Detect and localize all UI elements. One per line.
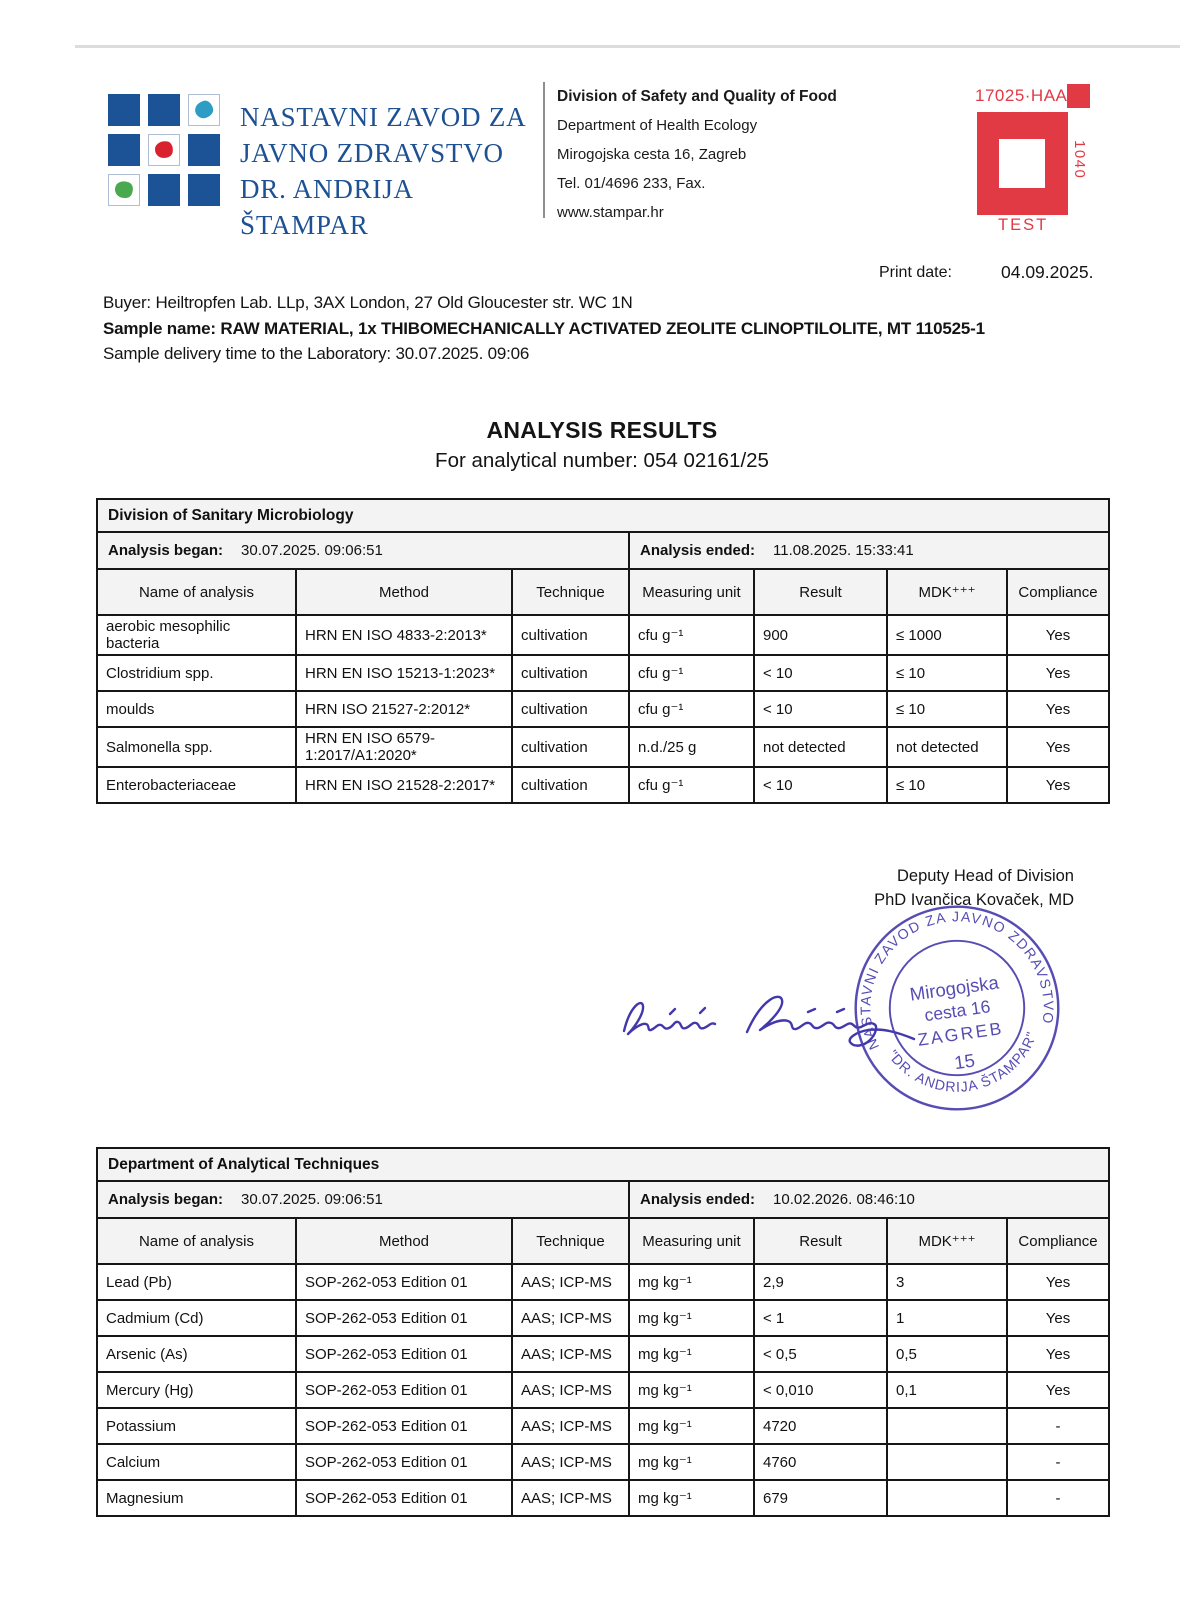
cell-result: 4720	[754, 1408, 887, 1444]
print-date-label: Print date:	[879, 264, 952, 281]
cell-result: not detected	[754, 727, 887, 767]
top-divider	[75, 45, 1180, 48]
cell-compliance: Yes	[1007, 655, 1109, 691]
cell-technique: cultivation	[512, 767, 629, 803]
col-compliance: Compliance	[1007, 1218, 1109, 1264]
cell-compliance: Yes	[1007, 615, 1109, 655]
col-result: Result	[754, 569, 887, 615]
col-mdk: MDK⁺⁺⁺	[887, 569, 1007, 615]
col-method: Method	[296, 569, 512, 615]
accreditation-mark	[975, 84, 1095, 244]
cell-analysis-name: Potassium	[97, 1408, 296, 1444]
table-row	[97, 691, 1109, 727]
cell-mdk	[887, 1408, 1007, 1444]
logo-square	[108, 94, 140, 126]
analysis-ended-cell: Analysis ended: 10.02.2026. 08:46:10	[629, 1181, 1109, 1218]
cell-analysis-name: Salmonella spp.	[97, 727, 296, 767]
cell-analysis-name: Mercury (Hg)	[97, 1372, 296, 1408]
cell-unit: mg kg⁻¹	[629, 1336, 754, 1372]
cell-mdk: 1	[887, 1300, 1007, 1336]
cell-result: < 10	[754, 655, 887, 691]
cell-mdk: 3	[887, 1264, 1007, 1300]
cell-result: 679	[754, 1480, 887, 1516]
analysis-ended-cell: Analysis ended: 11.08.2025. 15:33:41	[629, 532, 1109, 569]
logo-square	[188, 134, 220, 166]
cell-result: < 0,5	[754, 1336, 887, 1372]
table-row	[97, 1408, 1109, 1444]
column-header-row	[97, 569, 1109, 615]
cell-mdk: ≤ 10	[887, 767, 1007, 803]
logo-square-green-drop	[108, 174, 140, 206]
analysis-began-cell: Analysis began: 30.07.2025. 09:06:51	[97, 532, 629, 569]
accreditation-small-square-icon	[1067, 84, 1090, 108]
analytical-techniques-table	[96, 1147, 1110, 1517]
cell-result: < 1	[754, 1300, 887, 1336]
cell-analysis-name: Cadmium (Cd)	[97, 1300, 296, 1336]
cell-analysis-name: aerobic mesophilic bacteria	[97, 615, 296, 655]
cell-method: HRN EN ISO 15213-1:2023*	[296, 655, 512, 691]
col-name: Name of analysis	[97, 569, 296, 615]
cell-technique: cultivation	[512, 691, 629, 727]
table-row	[97, 727, 1109, 767]
table-row	[97, 615, 1109, 655]
cell-unit: mg kg⁻¹	[629, 1408, 754, 1444]
cell-unit: n.d./25 g	[629, 727, 754, 767]
cell-method: HRN EN ISO 21528-2:2017*	[296, 767, 512, 803]
cell-technique: AAS; ICP-MS	[512, 1300, 629, 1336]
print-date-value: 04.09.2025.	[1001, 262, 1094, 282]
header-divider	[543, 82, 545, 218]
col-mdk: MDK⁺⁺⁺	[887, 1218, 1007, 1264]
institute-name-line1: NASTAVNI ZAVOD ZA	[240, 102, 527, 132]
cell-unit: mg kg⁻¹	[629, 1300, 754, 1336]
stamp-street-no: cesta 16	[923, 996, 992, 1026]
table-row	[97, 655, 1109, 691]
institute-name	[240, 99, 540, 243]
table-row	[97, 1264, 1109, 1300]
official-stamp	[845, 896, 1069, 1120]
cell-technique: cultivation	[512, 615, 629, 655]
cell-method: SOP-262-053 Edition 01	[296, 1408, 512, 1444]
cell-compliance: Yes	[1007, 1372, 1109, 1408]
accreditation-standard: 17025·HAA	[975, 86, 1068, 105]
cell-technique: AAS; ICP-MS	[512, 1444, 629, 1480]
cell-compliance: Yes	[1007, 1336, 1109, 1372]
cell-unit: mg kg⁻¹	[629, 1480, 754, 1516]
column-header-row	[97, 1218, 1109, 1264]
cell-method: HRN EN ISO 6579-1:2017/A1:2020*	[296, 727, 512, 767]
logo-square	[148, 174, 180, 206]
cell-mdk: ≤ 1000	[887, 615, 1007, 655]
col-technique: Technique	[512, 1218, 629, 1264]
microbiology-results-table	[96, 498, 1110, 804]
stamp-ring-bottom-text: "DR. ANDRIJA ŠTAMPAR"	[884, 1029, 1040, 1095]
cell-technique: AAS; ICP-MS	[512, 1264, 629, 1300]
stamp-ring-top-text: NASTAVNI ZAVOD ZA JAVNO ZDRAVSTVO	[857, 908, 1057, 1053]
cell-technique: AAS; ICP-MS	[512, 1336, 629, 1372]
cell-unit: cfu g⁻¹	[629, 691, 754, 727]
analysis-began-cell: Analysis began: 30.07.2025. 09:06:51	[97, 1181, 629, 1218]
col-unit: Measuring unit	[629, 1218, 754, 1264]
logo-square	[188, 174, 220, 206]
logo-square	[108, 134, 140, 166]
col-name: Name of analysis	[97, 1218, 296, 1264]
cell-mdk	[887, 1444, 1007, 1480]
header-contact-block	[557, 82, 887, 227]
cell-mdk: 0,5	[887, 1336, 1007, 1372]
delivery-time-line: Sample delivery time to the Laboratory: 30.07.2025. 09:06	[103, 344, 530, 363]
sample-meta-block	[103, 290, 1083, 367]
cell-result: < 10	[754, 767, 887, 803]
cell-method: SOP-262-053 Edition 01	[296, 1300, 512, 1336]
accreditation-square-icon	[977, 112, 1068, 215]
cell-mdk: 0,1	[887, 1372, 1007, 1408]
page-title: ANALYSIS RESULTS	[486, 417, 718, 443]
cell-result: 900	[754, 615, 887, 655]
accreditation-test-label: TEST	[998, 216, 1049, 234]
cell-analysis-name: moulds	[97, 691, 296, 727]
cell-mdk: not detected	[887, 727, 1007, 767]
address-line: Mirogojska cesta 16, Zagreb	[557, 146, 747, 163]
cell-method: HRN EN ISO 4833-2:2013*	[296, 615, 512, 655]
cell-technique: cultivation	[512, 655, 629, 691]
cell-unit: mg kg⁻¹	[629, 1372, 754, 1408]
sample-name-line: Sample name: RAW MATERIAL, 1x THIBOMECHANICALLY ACTIVATED ZEOLITE CLINOPTILOLITE, MT 110525-1	[103, 318, 985, 338]
section-title: Department of Analytical Techniques	[97, 1148, 1109, 1181]
col-method: Method	[296, 1218, 512, 1264]
cell-method: SOP-262-053 Edition 01	[296, 1336, 512, 1372]
col-result: Result	[754, 1218, 887, 1264]
institute-name-line3: DR. ANDRIJA ŠTAMPAR	[240, 174, 413, 240]
cell-compliance: Yes	[1007, 1264, 1109, 1300]
cell-mdk: ≤ 10	[887, 655, 1007, 691]
cell-mdk	[887, 1480, 1007, 1516]
cell-analysis-name: Calcium	[97, 1444, 296, 1480]
institute-logo-icon	[108, 94, 220, 206]
division-title: Division of Safety and Quality of Food	[557, 88, 837, 105]
table-row	[97, 1336, 1109, 1372]
cell-compliance: Yes	[1007, 727, 1109, 767]
accreditation-lab-number: 1040	[1071, 140, 1088, 180]
cell-analysis-name: Enterobacteriaceae	[97, 767, 296, 803]
cell-mdk: ≤ 10	[887, 691, 1007, 727]
stamp-street: Mirogojska	[908, 971, 1000, 1005]
signatory-name: PhD Ivančica Kovaček, MD	[874, 891, 1074, 909]
cell-method: SOP-262-053 Edition 01	[296, 1264, 512, 1300]
cell-result: 2,9	[754, 1264, 887, 1300]
cell-technique: AAS; ICP-MS	[512, 1372, 629, 1408]
cell-technique: AAS; ICP-MS	[512, 1480, 629, 1516]
stamp-city: ZAGREB	[916, 1017, 1005, 1050]
institute-name-line2: JAVNO ZDRAVSTVO	[240, 138, 504, 168]
logo-square	[148, 94, 180, 126]
cell-analysis-name: Arsenic (As)	[97, 1336, 296, 1372]
table-row	[97, 1300, 1109, 1336]
cell-technique: cultivation	[512, 727, 629, 767]
cell-analysis-name: Clostridium spp.	[97, 655, 296, 691]
cell-unit: mg kg⁻¹	[629, 1444, 754, 1480]
cell-unit: cfu g⁻¹	[629, 615, 754, 655]
cell-compliance: -	[1007, 1408, 1109, 1444]
cell-compliance: -	[1007, 1480, 1109, 1516]
cell-unit: mg kg⁻¹	[629, 1264, 754, 1300]
table-row	[97, 1480, 1109, 1516]
website-link[interactable]: www.stampar.hr	[557, 204, 664, 221]
table-row	[97, 1372, 1109, 1408]
cell-result: < 0,010	[754, 1372, 887, 1408]
analytical-number: For analytical number: 054 02161/25	[435, 449, 769, 472]
buyer-line: Buyer: Heiltropfen Lab. LLp, 3AX London, 27 Old Gloucester str. WC 1N	[103, 293, 633, 312]
cell-result: < 10	[754, 691, 887, 727]
cell-compliance: Yes	[1007, 767, 1109, 803]
table-row	[97, 767, 1109, 803]
department-title: Department of Health Ecology	[557, 117, 758, 134]
logo-square-red-drop	[148, 134, 180, 166]
cell-analysis-name: Magnesium	[97, 1480, 296, 1516]
cell-result: 4760	[754, 1444, 887, 1480]
cell-analysis-name: Lead (Pb)	[97, 1264, 296, 1300]
cell-method: HRN ISO 21527-2:2012*	[296, 691, 512, 727]
cell-compliance: -	[1007, 1444, 1109, 1480]
cell-unit: cfu g⁻¹	[629, 655, 754, 691]
cell-compliance: Yes	[1007, 1300, 1109, 1336]
cell-unit: cfu g⁻¹	[629, 767, 754, 803]
col-technique: Technique	[512, 569, 629, 615]
phone-line: Tel. 01/4696 233, Fax.	[557, 175, 706, 192]
signatory-role: Deputy Head of Division	[896, 867, 1074, 885]
col-compliance: Compliance	[1007, 569, 1109, 615]
stamp-number: 15	[952, 1049, 977, 1074]
cell-method: SOP-262-053 Edition 01	[296, 1480, 512, 1516]
cell-method: SOP-262-053 Edition 01	[296, 1372, 512, 1408]
cell-method: SOP-262-053 Edition 01	[296, 1444, 512, 1480]
logo-square-cyan-drop	[188, 94, 220, 126]
table-row	[97, 1444, 1109, 1480]
cell-technique: AAS; ICP-MS	[512, 1408, 629, 1444]
section-title: Division of Sanitary Microbiology	[97, 499, 1109, 532]
col-unit: Measuring unit	[629, 569, 754, 615]
cell-compliance: Yes	[1007, 691, 1109, 727]
